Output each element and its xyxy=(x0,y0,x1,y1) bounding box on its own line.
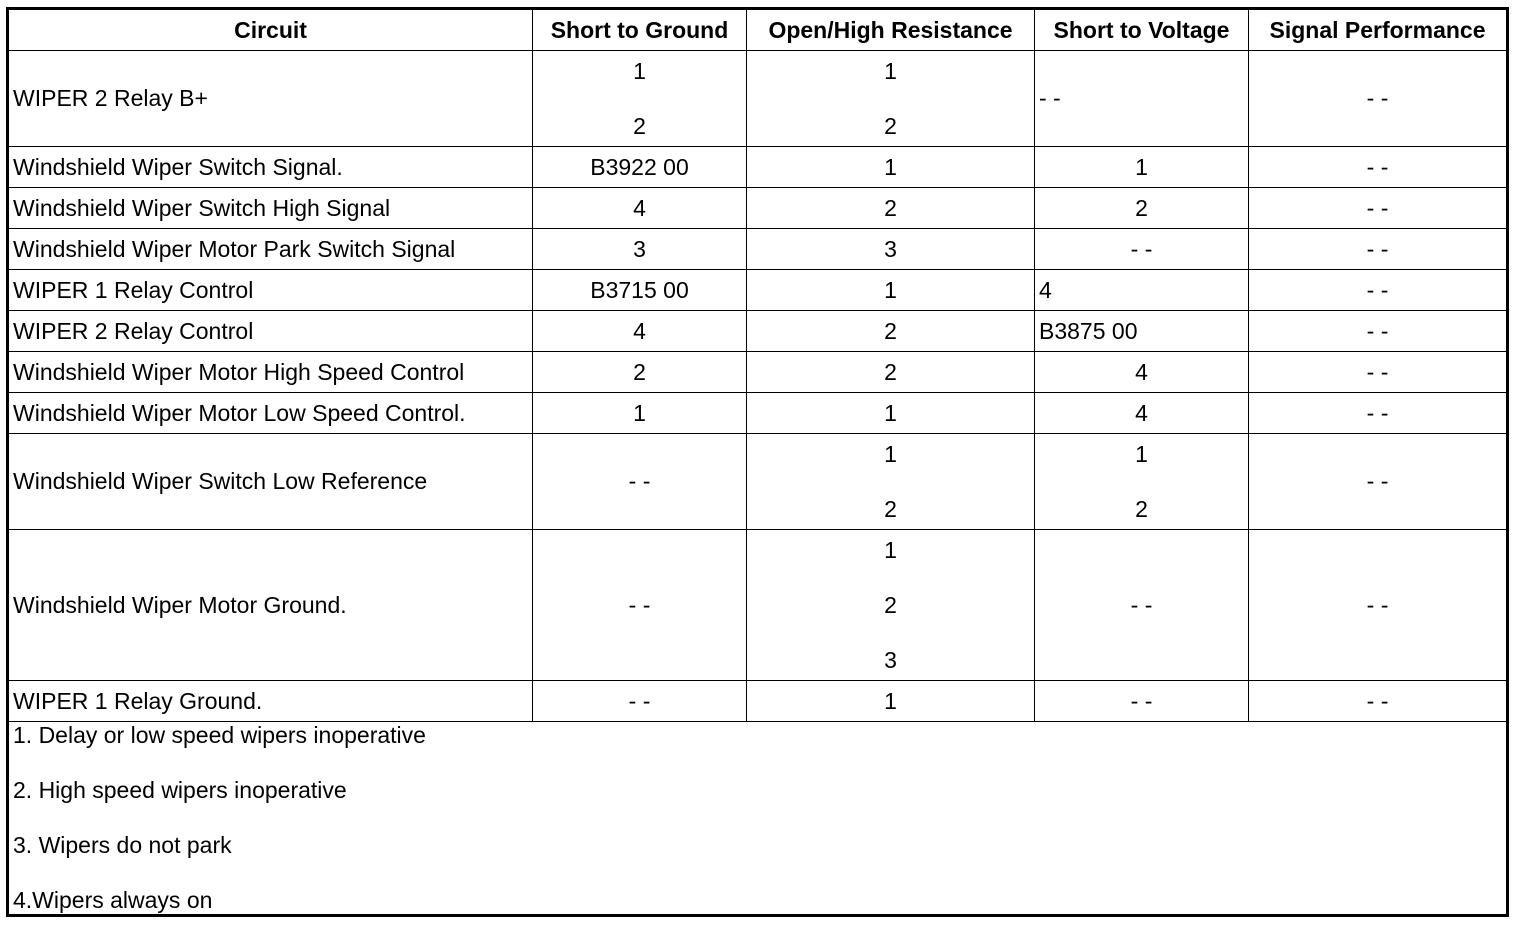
cell-value: 1 xyxy=(1135,440,1148,467)
open-high-resistance-cell: 2 xyxy=(747,352,1035,393)
open-high-resistance-cell: 1 xyxy=(747,147,1035,188)
header-circuit: Circuit xyxy=(8,9,533,51)
cell-value: 2 xyxy=(884,495,897,522)
signal-performance-cell: - - xyxy=(1249,270,1508,311)
circuit-name: Windshield Wiper Motor High Speed Control xyxy=(8,352,533,393)
circuit-name: WIPER 2 Relay B+ xyxy=(8,51,533,147)
circuit-name: Windshield Wiper Switch Signal. xyxy=(8,147,533,188)
header-signal-performance: Signal Performance xyxy=(1249,9,1508,51)
signal-performance-cell: - - xyxy=(1249,352,1508,393)
short-to-ground-cell: 3 xyxy=(533,229,747,270)
short-to-ground-cell: - - xyxy=(533,530,747,681)
short-to-voltage-cell: - - xyxy=(1035,51,1249,147)
diagnostic-table-sheet xyxy=(6,7,1506,917)
table-row xyxy=(8,530,1508,681)
signal-performance-cell: - - xyxy=(1249,147,1508,188)
table-row xyxy=(8,311,1508,352)
header-row xyxy=(8,9,1508,51)
notes-cell xyxy=(8,722,1508,916)
circuit-name: WIPER 1 Relay Ground. xyxy=(8,681,533,722)
cell-value: 1 xyxy=(633,57,646,84)
short-to-voltage-cell: 1 xyxy=(1035,147,1249,188)
table-row xyxy=(8,188,1508,229)
signal-performance-cell: - - xyxy=(1249,434,1508,530)
circuit-fault-table xyxy=(6,7,1509,917)
circuit-name: Windshield Wiper Switch Low Reference xyxy=(8,434,533,530)
short-to-ground-cell: - - xyxy=(533,434,747,530)
note-item: 4.Wipers always on xyxy=(13,887,213,913)
open-high-resistance-cell: 1 xyxy=(747,270,1035,311)
table-row xyxy=(8,352,1508,393)
cell-value: 2 xyxy=(633,112,646,139)
circuit-name: Windshield Wiper Switch High Signal xyxy=(8,188,533,229)
signal-performance-cell: - - xyxy=(1249,188,1508,229)
circuit-name: Windshield Wiper Motor Low Speed Control. xyxy=(8,393,533,434)
cell-value: 1 xyxy=(884,57,897,84)
notes-row xyxy=(8,722,1508,916)
open-high-resistance-cell: 2 xyxy=(747,188,1035,229)
cell-value: 1 xyxy=(884,440,897,467)
short-to-ground-cell: B3922 00 xyxy=(533,147,747,188)
short-to-voltage-cell xyxy=(1035,434,1249,530)
circuit-name: WIPER 1 Relay Control xyxy=(8,270,533,311)
short-to-ground-cell: 2 xyxy=(533,352,747,393)
short-to-voltage-cell: B3875 00 xyxy=(1035,311,1249,352)
short-to-ground-cell xyxy=(533,51,747,147)
header-short-to-ground: Short to Ground xyxy=(533,9,747,51)
short-to-ground-cell: 1 xyxy=(533,393,747,434)
short-to-voltage-cell: 4 xyxy=(1035,393,1249,434)
short-to-ground-cell: B3715 00 xyxy=(533,270,747,311)
table-row xyxy=(8,393,1508,434)
open-high-resistance-cell xyxy=(747,434,1035,530)
signal-performance-cell: - - xyxy=(1249,229,1508,270)
circuit-name: Windshield Wiper Motor Ground. xyxy=(8,530,533,681)
note-item: 2. High speed wipers inoperative xyxy=(13,777,347,803)
short-to-voltage-cell: - - xyxy=(1035,229,1249,270)
open-high-resistance-cell xyxy=(747,51,1035,147)
circuit-name: Windshield Wiper Motor Park Switch Signal xyxy=(8,229,533,270)
signal-performance-cell: - - xyxy=(1249,311,1508,352)
short-to-ground-cell: 4 xyxy=(533,311,747,352)
table-row xyxy=(8,229,1508,270)
cell-value: 1 xyxy=(884,536,897,563)
short-to-voltage-cell: 4 xyxy=(1035,270,1249,311)
header-open-high-resistance: Open/High Resistance xyxy=(747,9,1035,51)
short-to-ground-cell: 4 xyxy=(533,188,747,229)
cell-value: 2 xyxy=(884,591,897,618)
signal-performance-cell: - - xyxy=(1249,530,1508,681)
signal-performance-cell: - - xyxy=(1249,51,1508,147)
signal-performance-cell: - - xyxy=(1249,393,1508,434)
open-high-resistance-cell: 1 xyxy=(747,393,1035,434)
open-high-resistance-cell: 1 xyxy=(747,681,1035,722)
open-high-resistance-cell: 3 xyxy=(747,229,1035,270)
short-to-voltage-cell: - - xyxy=(1035,681,1249,722)
note-item: 1. Delay or low speed wipers inoperative xyxy=(13,722,426,748)
table-row xyxy=(8,147,1508,188)
open-high-resistance-cell: 2 xyxy=(747,311,1035,352)
circuit-name: WIPER 2 Relay Control xyxy=(8,311,533,352)
table-row xyxy=(8,51,1508,147)
table-row xyxy=(8,434,1508,530)
cell-value: 3 xyxy=(884,646,897,673)
open-high-resistance-cell xyxy=(747,530,1035,681)
cell-value: 2 xyxy=(884,112,897,139)
cell-value: 2 xyxy=(1135,495,1148,522)
signal-performance-cell: - - xyxy=(1249,681,1508,722)
table-row xyxy=(8,270,1508,311)
header-short-to-voltage: Short to Voltage xyxy=(1035,9,1249,51)
note-item: 3. Wipers do not park xyxy=(13,832,232,858)
table-row xyxy=(8,681,1508,722)
short-to-voltage-cell: 2 xyxy=(1035,188,1249,229)
short-to-voltage-cell: 4 xyxy=(1035,352,1249,393)
short-to-ground-cell: - - xyxy=(533,681,747,722)
short-to-voltage-cell: - - xyxy=(1035,530,1249,681)
